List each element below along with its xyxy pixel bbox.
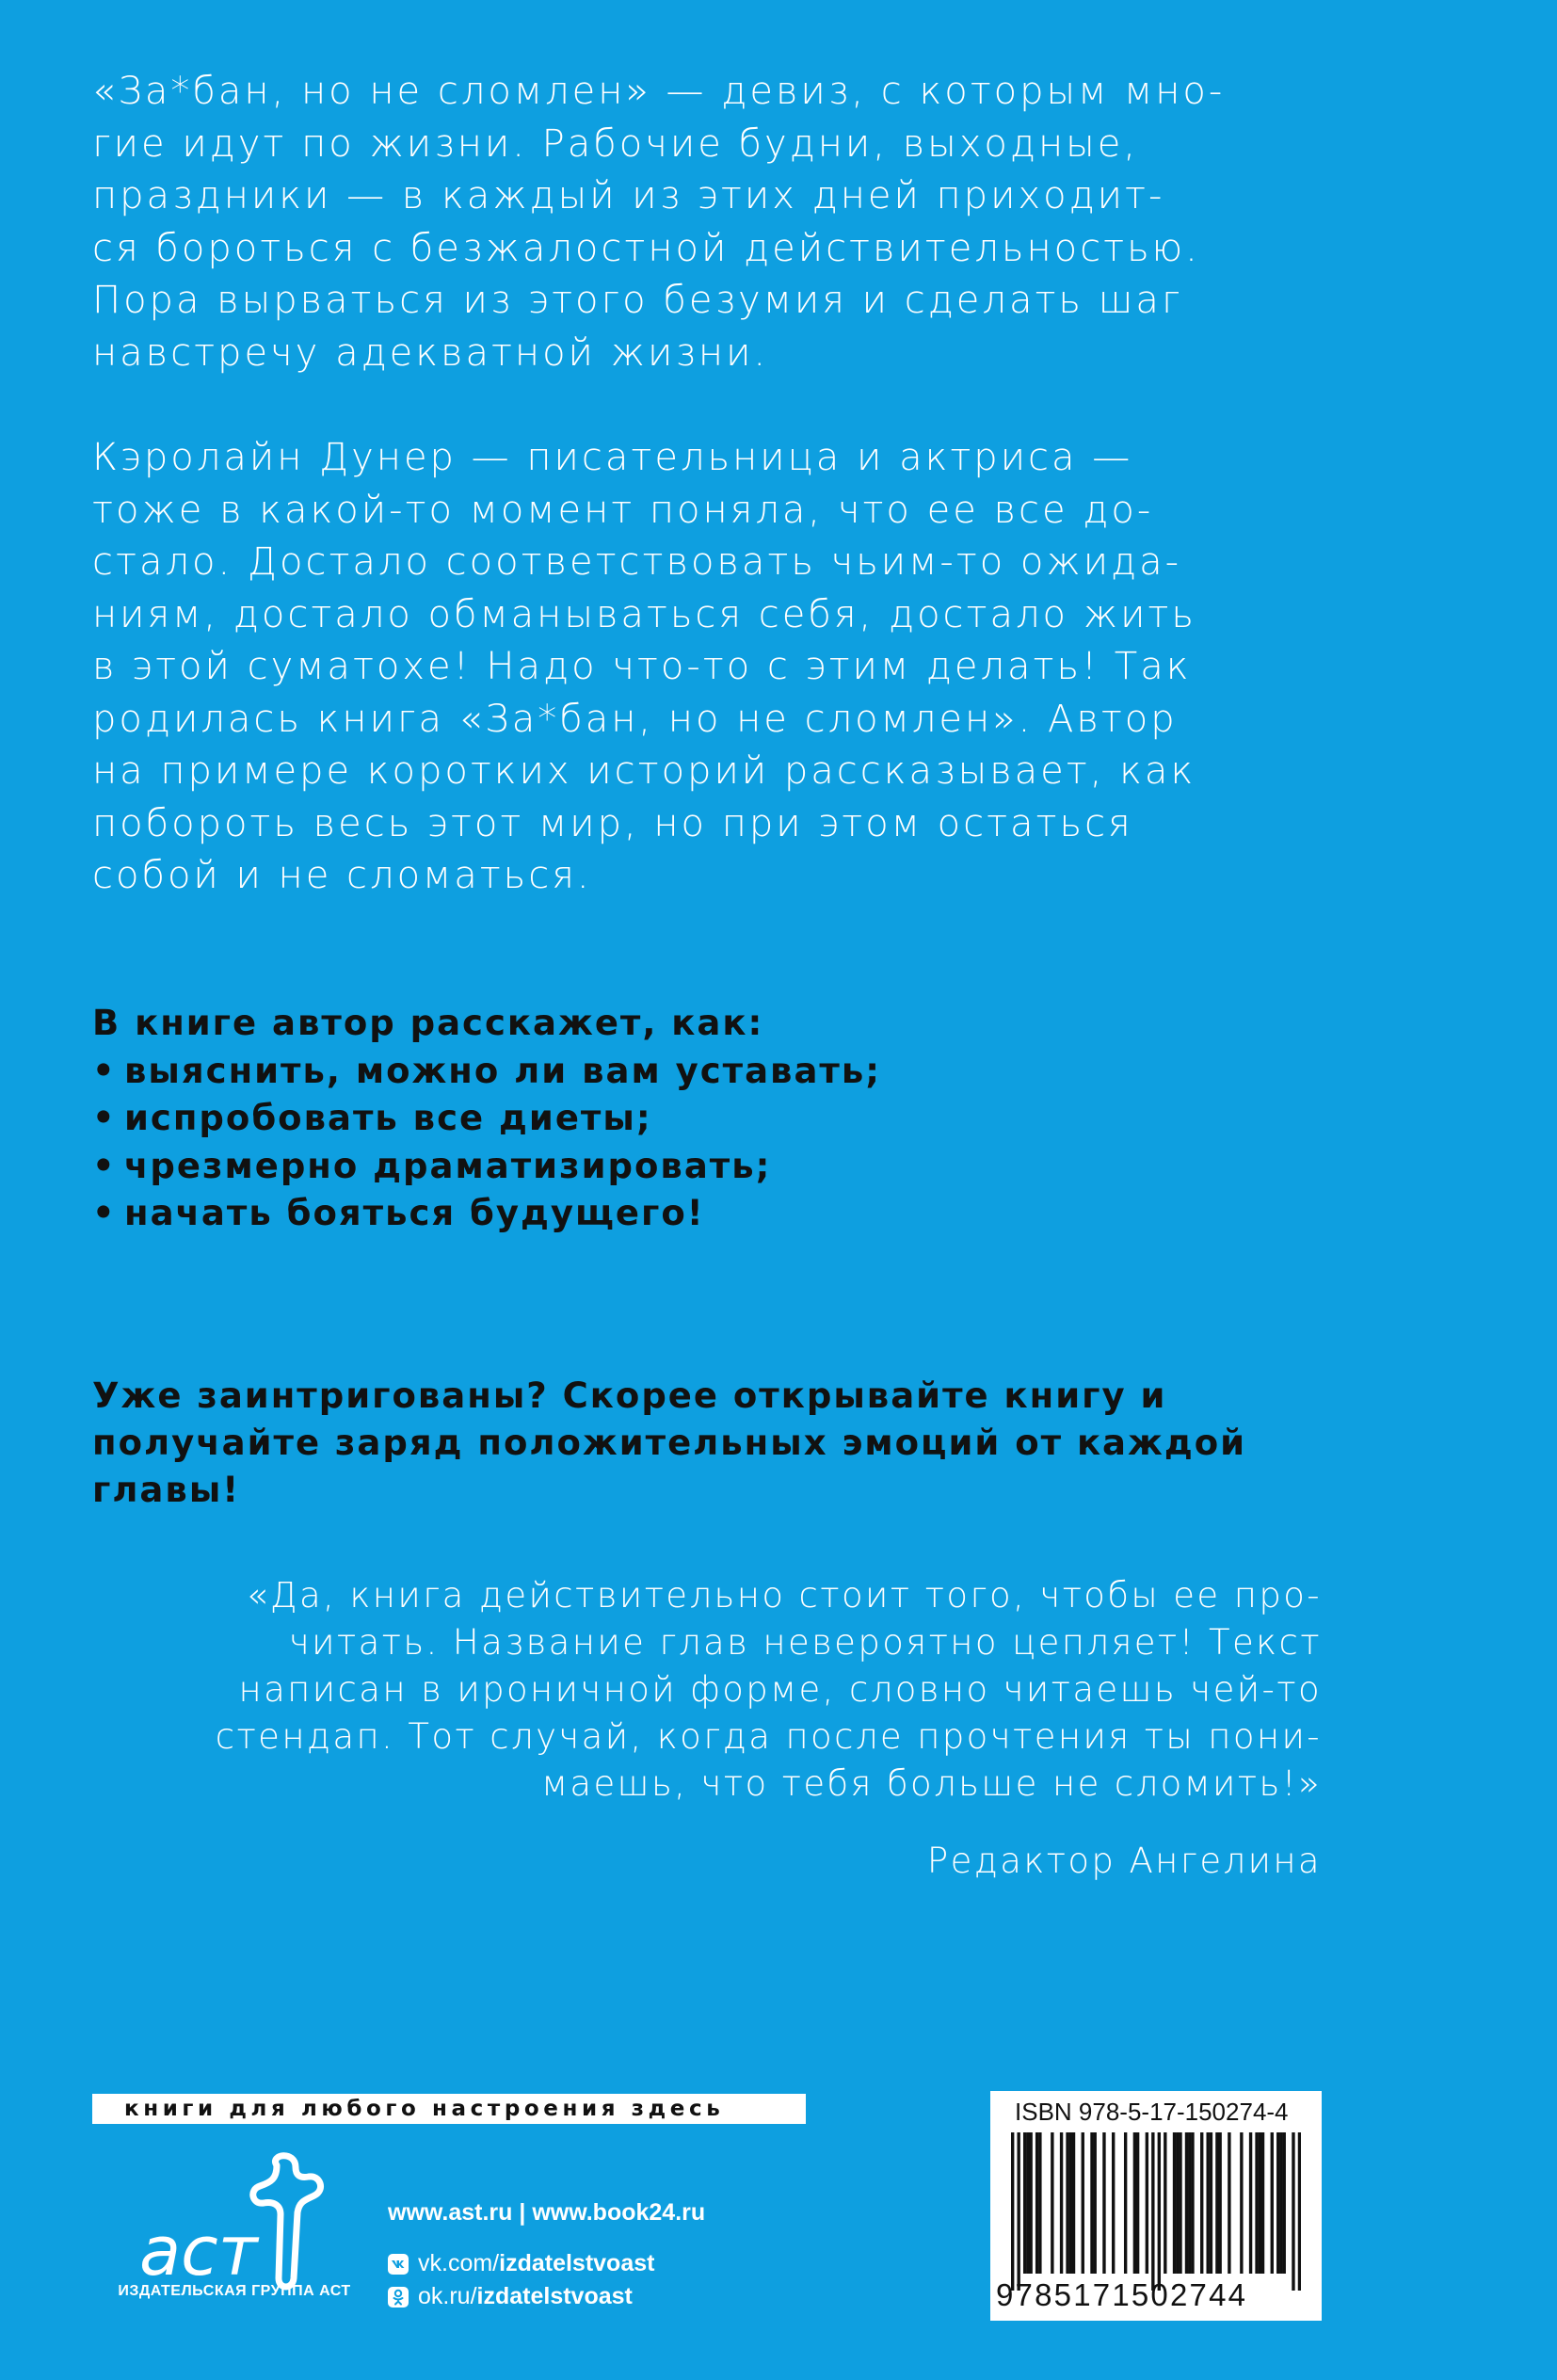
barcode-bar [1090, 2132, 1093, 2274]
barcode-bar [1094, 2132, 1097, 2274]
editor-quote [216, 1572, 1322, 1808]
barcode-panel [990, 2091, 1322, 2321]
text-line: Уже заинтригованы? Скорее открывайте книгу и [92, 1375, 1167, 1416]
ok-icon [388, 2287, 409, 2308]
text-line: в этой суматохе! Надо что-то с этим делать! Так [92, 645, 1192, 688]
description-paragraph-1 [92, 66, 1225, 379]
barcode-bar [1035, 2132, 1038, 2274]
list-item [92, 1190, 881, 1238]
barcode-bar [1133, 2132, 1136, 2274]
barcode-bar [1112, 2132, 1115, 2274]
barcode-bar [1188, 2132, 1191, 2274]
barcode-bar [1124, 2132, 1127, 2274]
barcode-bar [1011, 2132, 1014, 2291]
barcode-bar [1029, 2132, 1032, 2274]
barcode-digits: 9785171502744 [996, 2277, 1248, 2312]
barcode-bar [1249, 2132, 1252, 2274]
text-line: главы! [92, 1470, 241, 1510]
list-item-text: начать бояться будущего! [124, 1193, 705, 1233]
barcode-bar [1082, 2132, 1084, 2274]
text-line: читать. Название глав невероятно цепляет! Текст [288, 1622, 1322, 1663]
barcode-bar [1191, 2132, 1194, 2274]
ok-prefix: ok.ru/ [418, 2283, 477, 2309]
features-list [92, 1000, 881, 1238]
text-line: ся бороться с безжалостной действительностью. [92, 226, 1200, 270]
text-line: маешь, что тебя больше не сломить!» [541, 1763, 1322, 1804]
logo-caption: ИЗДАТЕЛЬСКАЯ ГРУППА АСТ [118, 2283, 351, 2299]
barcode-bar [1102, 2132, 1105, 2274]
barcode-icon [1011, 2132, 1301, 2292]
bullet: • [92, 1098, 117, 1138]
text-line: ниям, достало обманываться себя, достало жить [92, 592, 1196, 636]
bullet: • [92, 1145, 117, 1186]
barcode-bar [1185, 2132, 1188, 2274]
ok-link[interactable] [388, 2283, 633, 2310]
text-line: собой и не сломаться. [92, 854, 592, 897]
barcode-bar [1210, 2132, 1212, 2274]
vk-link[interactable] [388, 2250, 654, 2277]
website-links[interactable]: www.ast.ru | www.book24.ru [388, 2199, 706, 2226]
tagline-bar: книги для любого настроения здесь [92, 2094, 806, 2124]
barcode-bar [1218, 2132, 1221, 2274]
quote-signature: Редактор Ангелина [926, 1841, 1322, 1881]
isbn-label: ISBN 978-5-17-150274-4 [1015, 2098, 1289, 2126]
barcode-bar [1215, 2132, 1218, 2274]
barcode-bar [1023, 2132, 1026, 2274]
list-item-text: выяснить, можно ли вам уставать; [124, 1050, 882, 1091]
barcode-bar [1292, 2132, 1294, 2291]
barcode-bar [1173, 2132, 1176, 2274]
text-line: «Да, книга действительно стоит того, чтобы ее про- [246, 1575, 1322, 1616]
text-line: стало. Достало соответствовать чьим-то ожида- [92, 540, 1182, 584]
description-paragraph-2 [92, 432, 1196, 903]
text-line: Пора вырваться из этого безумия и сделать шаг [92, 279, 1183, 322]
barcode-bar [1072, 2132, 1075, 2274]
barcode-bar [1051, 2132, 1053, 2274]
text-line: на примере коротких историй рассказывает, как [92, 749, 1196, 793]
barcode-bar [1066, 2132, 1068, 2274]
text-line: стендап. Тот случай, когда после прочтения ты пони- [215, 1716, 1322, 1757]
text-line: получайте заряд положительных эмоций от каждой [92, 1423, 1247, 1463]
list-item [92, 1143, 881, 1191]
text-line: написан в ироничной форме, словно читаешь чей-то [238, 1669, 1322, 1710]
barcode-bar [1200, 2132, 1203, 2274]
text-line: побороть весь этот мир, но при этом остаться [92, 801, 1133, 845]
barcode-bar [1271, 2132, 1274, 2274]
bullet: • [92, 1193, 117, 1233]
barcode-bar [1069, 2132, 1072, 2274]
text-line: тоже в какой-то момент поняла, что ее все до- [92, 488, 1154, 532]
list-item-text: испробовать все диеты; [124, 1098, 652, 1138]
barcode-bar [1255, 2132, 1258, 2274]
features-heading: В книге автор расскажет, как: [92, 1003, 764, 1043]
barcode-bar [1259, 2132, 1261, 2274]
barcode-bar [1240, 2132, 1243, 2274]
barcode-bar [1276, 2132, 1279, 2274]
text-line: «За*бан, но не сломлен» — девиз, с которым мно- [92, 70, 1226, 113]
barcode-bar [1164, 2132, 1166, 2274]
barcode-bar [1038, 2132, 1041, 2274]
barcode-bar [1283, 2132, 1286, 2274]
barcode-bar [1026, 2132, 1029, 2274]
text-line: навстречу адекватной жизни. [92, 330, 769, 375]
list-item [92, 1048, 881, 1096]
vk-handle: izdatelstvoast [499, 2250, 655, 2276]
text-line: праздники — в каждый из этих дней приходит- [92, 174, 1165, 217]
barcode-bar [1136, 2132, 1139, 2274]
barcode-bar [1279, 2132, 1282, 2274]
logo-cross [253, 2156, 321, 2287]
barcode-bar [1176, 2132, 1179, 2274]
bullet: • [92, 1050, 117, 1091]
barcode-bar [1179, 2132, 1181, 2274]
text-line: Кэролайн Дунер — писательница и актриса — [92, 436, 1133, 479]
list-item-text: чрезмерно драматизировать; [124, 1145, 772, 1186]
barcode-bar [1261, 2132, 1264, 2274]
ok-handle: izdatelstvoast [476, 2283, 633, 2309]
barcode-bar [1146, 2132, 1148, 2274]
barcode-bar [1060, 2132, 1063, 2274]
barcode-bar [1228, 2132, 1230, 2274]
text-line: родилась книга «За*бан, но не сломлен». Автор [92, 697, 1178, 741]
barcode-bar [1151, 2132, 1154, 2291]
list-item [92, 1095, 881, 1143]
call-to-action [92, 1373, 1246, 1514]
logo-text: аст [139, 2211, 258, 2291]
vk-prefix: vk.com/ [418, 2250, 500, 2276]
barcode-bar [1158, 2132, 1161, 2291]
barcode-bar [1017, 2132, 1019, 2291]
vk-icon [388, 2254, 409, 2275]
barcode-bar [1298, 2132, 1301, 2291]
text-line: гие идут по жизни. Рабочие будни, выходные, [92, 121, 1139, 166]
barcode-bar [1206, 2132, 1209, 2274]
